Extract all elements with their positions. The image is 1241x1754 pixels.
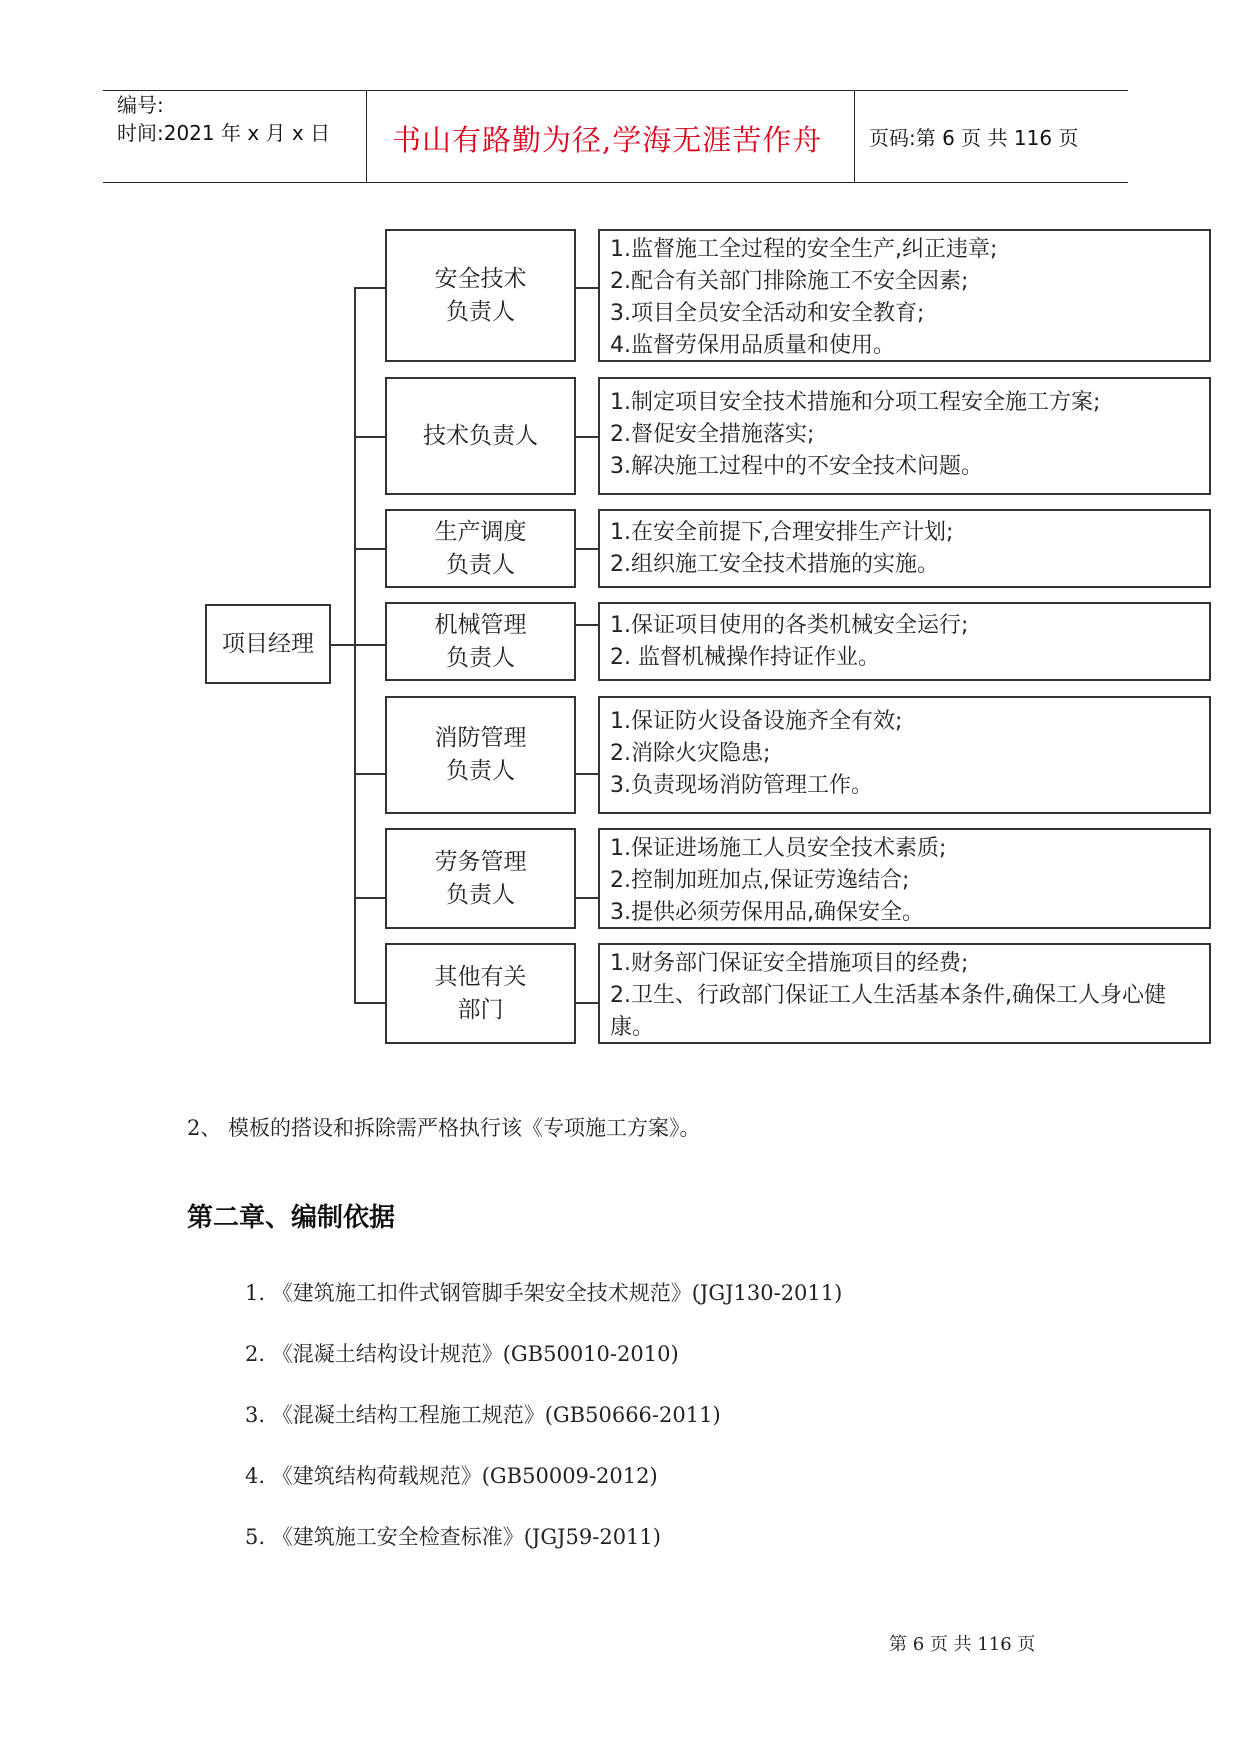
duty-box-fire — [598, 696, 1211, 814]
duty-item: 1.保证项目使用的各类机械安全运行; — [610, 613, 969, 638]
branch-line — [354, 897, 387, 899]
duty-item: 2.组织施工安全技术措施的实施。 — [610, 552, 939, 577]
duty-item: 1.保证进场施工人员安全技术素质; — [610, 836, 947, 861]
role-node-production — [385, 509, 576, 588]
doc-number-label: 编号: — [117, 93, 164, 117]
duty-connector — [574, 624, 600, 626]
duty-item: 1.在安全前提下,合理安排生产计划; — [610, 520, 954, 545]
role-title-line: 负责人 — [446, 881, 515, 908]
role-node-tech — [385, 377, 576, 495]
reference-item: 2. 《混凝土结构设计规范》(GB50010-2010) — [245, 1342, 679, 1366]
role-title-line: 其他有关 — [434, 963, 527, 990]
role-node-machinery — [385, 602, 576, 681]
role-title-line: 负责人 — [446, 551, 515, 578]
duty-item: 2.控制加班加点,保证劳逸结合; — [610, 868, 910, 893]
duty-connector — [574, 773, 600, 775]
duty-item: 1.保证防火设备设施齐全有效; — [610, 709, 903, 734]
reference-item: 3. 《混凝土结构工程施工规范》(GB50666-2011) — [245, 1403, 721, 1427]
role-title-line: 生产调度 — [434, 518, 527, 545]
duty-item: 1.财务部门保证安全措施项目的经费; — [610, 951, 969, 976]
role-node-fire — [385, 696, 576, 814]
duty-connector — [574, 548, 600, 550]
header-page-label: 页码:第 6 页 共 116 页 — [869, 126, 1079, 150]
branch-line — [354, 548, 387, 550]
chapter-title: 第二章、编制依据 — [187, 1203, 396, 1233]
duty-box-safety-tech — [598, 229, 1211, 362]
reference-item: 5. 《建筑施工安全检查标准》(JGJ59-2011) — [245, 1525, 661, 1549]
duty-item: 2.卫生、行政部门保证工人生活基本条件,确保工人身心健康。 — [610, 983, 1166, 1040]
header-motto: 书山有路勤为径,学海无涯苦作舟 — [392, 123, 823, 157]
item-2-paragraph: 2、 模板的搭设和拆除需严格执行该《专项施工方案》。 — [187, 1116, 701, 1140]
role-node-labor — [385, 828, 576, 929]
header-bottom-rule — [103, 182, 1128, 183]
doc-time-label: 时间:2021 年 x 月 x 日 — [117, 121, 331, 145]
role-node-other — [385, 943, 576, 1044]
duty-item: 2.督促安全措施落实; — [610, 422, 815, 447]
duty-box-production — [598, 509, 1211, 588]
role-title-line: 消防管理 — [434, 725, 527, 751]
reference-item: 1. 《建筑施工扣件式钢管脚手架安全技术规范》(JGJ130-2011) — [245, 1281, 843, 1305]
root-node-label: 项目经理 — [222, 630, 314, 657]
role-title-line: 负责人 — [446, 644, 515, 671]
duty-box-other — [598, 943, 1211, 1044]
reference-item: 4. 《建筑结构荷载规范》(GB50009-2012) — [245, 1464, 658, 1488]
duty-item: 3.项目全员安全活动和安全教育; — [610, 301, 925, 326]
role-title-line: 技术负责人 — [423, 422, 538, 449]
header-divider-left — [366, 90, 367, 182]
role-title-line: 负责人 — [446, 758, 515, 784]
branch-line — [354, 644, 387, 646]
duty-item: 3.负责现场消防管理工作。 — [610, 773, 873, 798]
page-footer: 第 6 页 共 116 页 — [889, 1634, 1036, 1655]
duty-item: 3.提供必须劳保用品,确保安全。 — [610, 900, 924, 925]
duty-connector — [574, 897, 600, 899]
duty-connector — [574, 1002, 600, 1004]
duty-box-tech — [598, 377, 1211, 495]
root-connector — [330, 644, 355, 646]
duty-item: 4.监督劳保用品质量和使用。 — [610, 333, 895, 358]
duty-connector — [574, 287, 600, 289]
header-divider-right — [854, 90, 855, 182]
duty-item: 1.制定项目安全技术措施和分项工程安全施工方案; — [610, 390, 1101, 415]
role-title-line: 机械管理 — [434, 611, 527, 638]
duty-box-machinery — [598, 602, 1211, 681]
role-title-line: 负责人 — [446, 298, 515, 325]
duty-connector — [574, 436, 600, 438]
role-title-line: 部门 — [457, 996, 504, 1023]
branch-line — [354, 436, 387, 438]
branch-line — [354, 1002, 387, 1004]
root-node-project-manager — [205, 604, 331, 684]
duty-item: 2. 监督机械操作持证作业。 — [610, 645, 880, 670]
duty-item: 3.解决施工过程中的不安全技术问题。 — [610, 454, 983, 479]
duty-item: 2.消除火灾隐患; — [610, 741, 771, 766]
role-node-safety-tech — [385, 229, 576, 362]
branch-line — [354, 287, 387, 289]
role-title-line: 安全技术 — [434, 265, 527, 292]
role-title-line: 劳务管理 — [434, 848, 527, 875]
branch-line — [354, 773, 387, 775]
duty-item: 1.监督施工全过程的安全生产,纠正违章; — [610, 237, 998, 262]
duty-item: 2.配合有关部门排除施工不安全因素; — [610, 269, 969, 294]
duty-box-labor — [598, 828, 1211, 929]
header-top-rule — [103, 90, 1128, 91]
